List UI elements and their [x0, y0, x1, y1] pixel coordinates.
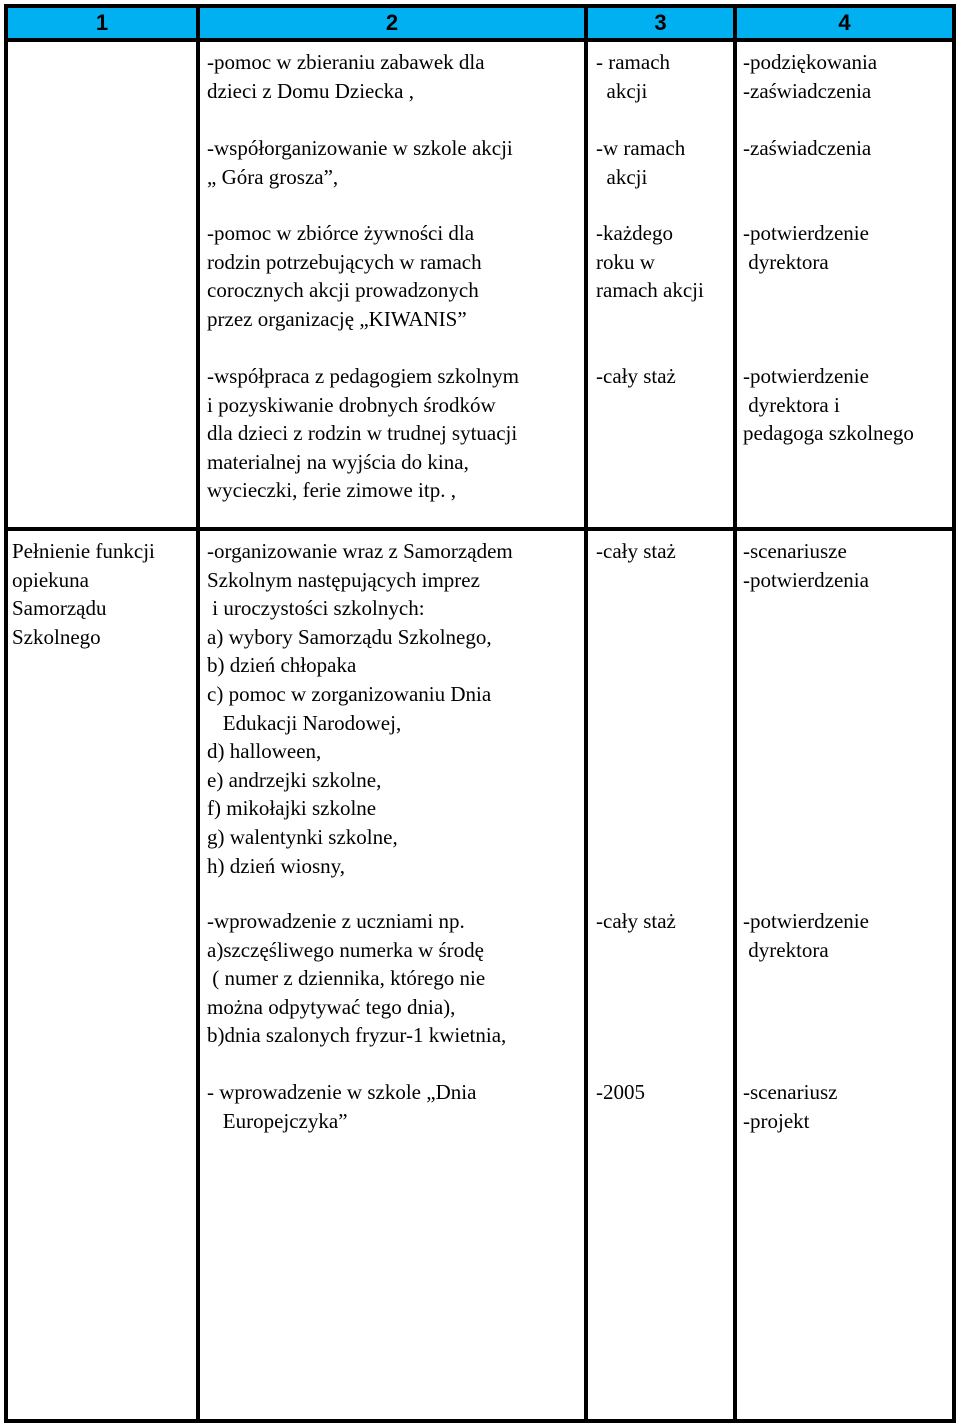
border-header-bottom	[4, 38, 956, 42]
border-row-divider	[4, 527, 956, 531]
row1-col2-item: -pomoc w zbieraniu zabawek dla dzieci z Domu Dziecka ,	[207, 50, 485, 103]
header-col-1-label: 1	[95, 10, 109, 35]
header-col-3	[588, 8, 733, 38]
border-top	[4, 4, 956, 8]
row1-col4-item: -potwierdzenie dyrektora	[743, 221, 869, 274]
row2-col2-item: -wprowadzenie z uczniami np. a)szczęśliwego numerka w środę ( numer z dziennika, którego nie można odpytywać tego dnia), b)dnia szalonych fryzur-1 kwietnia,	[207, 909, 507, 1048]
row1-col3-item: -w ramach akcji	[596, 136, 686, 189]
row1-col4-item: -zaświadczenia	[743, 136, 872, 160]
row2-function-label: Pełnienie funkcji opiekuna Samorządu Szkolnego	[12, 539, 155, 649]
row2-col3-item: -2005	[596, 1080, 645, 1104]
row2-col3-item: -cały staż	[596, 909, 676, 933]
row2-col4-item: -scenariusz -projekt	[743, 1080, 838, 1133]
row1-col4-item: -potwierdzenie dyrektora i pedagoga szkolnego	[743, 364, 914, 446]
row2-col3-item: -cały staż	[596, 539, 676, 563]
row1-col3-item: - ramach akcji	[596, 50, 671, 103]
row1-col3-item: -każdego roku w ramach akcji	[596, 221, 704, 303]
border-left	[4, 4, 8, 1423]
row2-col4-item: -scenariusze -potwierdzenia	[743, 539, 869, 592]
header-col-2-label: 2	[385, 10, 399, 35]
row2-col4-item: -potwierdzenie dyrektora	[743, 909, 869, 962]
row2-col2-item: -organizowanie wraz z Samorządem Szkolnym następujących imprez i uroczystości szkolnych: a) wybory Samorządu Szkolnego, b) dzień chłopaka c) pomoc w zorganizowaniu Dnia Edukacji Narodowej, d) halloween, e) andrzejki szkolne, f) mikołajki szkolne g) walentynki szkolne, h) dzień wiosny,	[207, 539, 513, 878]
row1-col4-item: -podziękowania -zaświadczenia	[743, 50, 878, 103]
header-col-3-label: 3	[654, 10, 667, 35]
border-right	[952, 4, 956, 1423]
border-col-2-3	[584, 4, 588, 1423]
header-col-4-label: 4	[838, 10, 851, 35]
border-col-1-2	[196, 4, 200, 1423]
border-col-3-4	[733, 4, 737, 1423]
border-bottom	[4, 1419, 956, 1423]
row2-col2-item: - wprowadzenie w szkole „Dnia Europejczyka”	[207, 1080, 477, 1133]
row1-col2-item: -współpraca z pedagogiem szkolnym i pozyskiwanie drobnych środków dla dzieci z rodzin w trudnej sytuacji materialnej na wyjścia do kina, wycieczki, ferie zimowe itp. ,	[207, 364, 519, 503]
row1-col2-item: -pomoc w zbiórce żywności dla rodzin potrzebujących w ramach corocznych akcji prowadzonych przez organizację „KIWANIS”	[207, 221, 482, 331]
header-col-4	[737, 8, 952, 38]
header-col-2	[200, 8, 584, 38]
row1-col2-item: -współorganizowanie w szkole akcji „ Góra grosza”,	[207, 136, 513, 189]
row1-col3-item: -cały staż	[596, 364, 676, 388]
header-col-1	[8, 8, 196, 38]
